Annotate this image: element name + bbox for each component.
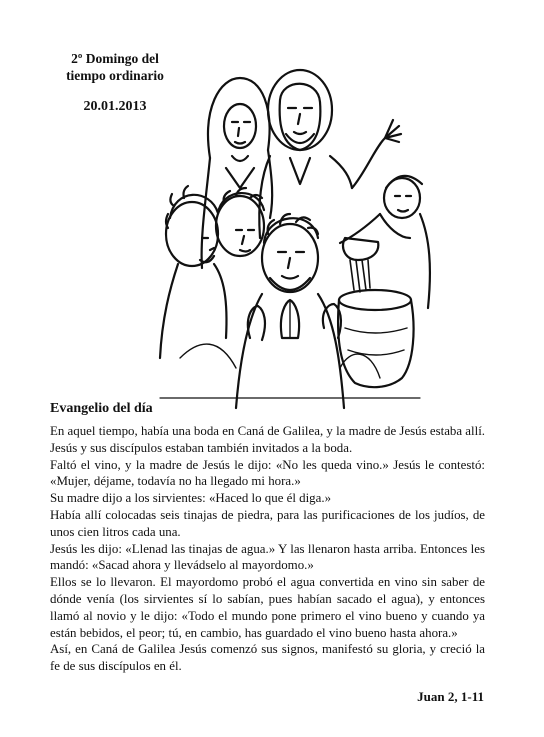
gospel-paragraph: Jesús les dijo: «Llenad las tinajas de agua.» Y las llenaron hasta arriba. Entonces les mandó: «Sacad ahora y llevádselo al mayordomo.»	[50, 541, 485, 573]
gospel-paragraph: Ellos se lo llevaron. El mayordomo probó el agua convertida en vino sin saber de dónde venía (los sirvientes sí lo sabían, pues habían sacado el agua), y entonces llamó al novio y le dijo: «Todo el mundo pone primero el vino bueno y cuando ya están bebidos, el peor; tú, en cambio, has guardado el vino bueno hasta ahora.»	[50, 575, 485, 640]
sunday-title-line1: 2º Domingo del	[71, 51, 159, 66]
gospel-heading: Evangelio del día	[50, 401, 153, 416]
date-label: 20.01.2013	[83, 99, 147, 114]
sunday-title-line2: tiempo ordinario	[66, 68, 164, 83]
gospel-paragraph: Así, en Caná de Galilea Jesús comenzó sus signos, manifestó su gloria, y creció la fe de sus discípulos en él.	[50, 642, 485, 674]
gospel-paragraph: Su madre dijo a los sirvientes: «Haced lo que él diga.»	[50, 491, 332, 506]
gospel-paragraph: En aquel tiempo, había una boda en Caná de Galilea, y la madre de Jesús estaba allí. Jesús y sus discípulos estaban también invitados a la boda.	[50, 424, 485, 455]
gospel-paragraph: Había allí colocadas seis tinajas de piedra, para las purificaciones de los judíos, de unos cien litros cada una.	[50, 507, 485, 539]
wedding-at-cana-illustration	[140, 38, 440, 416]
gospel-paragraph: Faltó el vino, y la madre de Jesús le dijo: «No les queda vino.» Jesús le contestó: «Mujer, déjame, todavía no ha llegado mi hora.»	[50, 457, 485, 489]
scripture-citation: Juan 2, 1-11	[417, 689, 484, 704]
gospel-text	[50, 423, 485, 675]
